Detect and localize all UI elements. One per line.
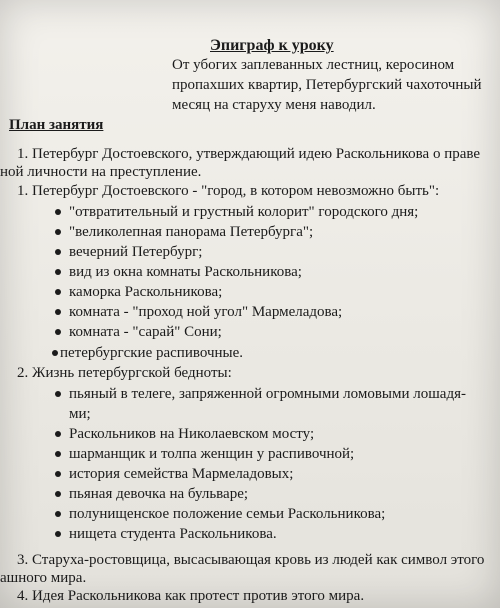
plan-item-3: 3. Старуха-ростовщица, высасывающая кровь из людей как символ этого xyxy=(17,552,485,568)
bullet-icon xyxy=(55,431,61,437)
bullet-icon xyxy=(55,329,61,335)
plan-item-1: 1. Петербург Достоевского - "город, в котором невозможно быть": xyxy=(17,183,440,199)
list-item-text: Раскольников на Николаевском мосту; xyxy=(69,426,315,442)
list-item xyxy=(55,526,277,543)
bullet-icon xyxy=(55,391,61,397)
list-item xyxy=(55,426,314,443)
list-item-text: вечерний Петербург; xyxy=(69,244,203,260)
plan-intro-line: ной личности на преступление. xyxy=(0,164,202,180)
plan-item-3-cont: ашного мира. xyxy=(0,570,87,586)
bullet-icon xyxy=(55,451,61,457)
epigraph-line: пропахших квартир, Петербургский чахоточный xyxy=(172,77,482,93)
bullet-icon xyxy=(55,511,61,517)
plan-item-2: 2. Жизнь петербургской бедноты: xyxy=(17,365,232,381)
list-item xyxy=(55,304,342,321)
epigraph-line: месяц на старуху меня наводил. xyxy=(172,97,376,113)
bullet-icon xyxy=(55,491,61,497)
list-item-text: история семейства Мармеладовых; xyxy=(69,466,294,482)
list-item-text: каморка Раскольникова; xyxy=(69,284,223,300)
list-item-text: комната - "сарай" Сони; xyxy=(69,324,222,340)
list-item-text: вид из окна комнаты Раскольникова; xyxy=(69,264,302,280)
list-item xyxy=(55,386,466,403)
bullet-icon xyxy=(55,471,61,477)
bullet-icon xyxy=(55,249,61,255)
plan-title: План занятия xyxy=(9,117,104,133)
bullet-icon xyxy=(52,350,58,356)
list-item xyxy=(55,324,222,341)
list-item xyxy=(55,466,293,483)
bullet-icon xyxy=(55,269,61,275)
plan-intro-line: 1. Петербург Достоевского, утверждающий идею Раскольникова о праве xyxy=(17,146,481,162)
list-item xyxy=(55,446,354,463)
bullet-icon xyxy=(55,209,61,215)
bullet-icon xyxy=(55,309,61,315)
list-item-text: комната - "проход ной угол" Мармеладова; xyxy=(69,304,343,320)
list-item-text: "великолепная панорама Петербурга"; xyxy=(69,224,314,240)
plan-item-4: 4. Идея Раскольникова как протест против этого мира. xyxy=(17,588,365,604)
list-item-wrap: ми; xyxy=(69,406,91,422)
list-item xyxy=(52,345,243,362)
list-item xyxy=(55,204,418,221)
list-item xyxy=(55,486,248,503)
list-item-text: шарманщик и толпа женщин у распивочной; xyxy=(69,446,355,462)
bullet-icon xyxy=(55,229,61,235)
list-item-text: полунищенское положение семьи Раскольникова; xyxy=(69,506,386,522)
bullet-icon xyxy=(55,289,61,295)
list-item-text: пьяный в телеге, запряженной огромными ломовыми лошадя- xyxy=(69,386,466,402)
list-item-text: петербургские распивочные. xyxy=(60,345,244,361)
epigraph-line: От убогих заплеванных лестниц, керосином xyxy=(172,57,455,73)
epigraph-title: Эпиграф к уроку xyxy=(210,37,334,54)
bullet-icon xyxy=(55,531,61,537)
list-item xyxy=(55,506,385,523)
list-item-text: нищета студента Раскольникова. xyxy=(69,526,277,542)
list-item xyxy=(55,244,202,261)
list-item xyxy=(55,224,313,241)
list-item-text: "отвратительный и грустный колорит" городского дня; xyxy=(69,204,419,220)
list-item-text: пьяная девочка на бульваре; xyxy=(69,486,249,502)
list-item xyxy=(55,264,302,281)
list-item xyxy=(55,284,222,301)
